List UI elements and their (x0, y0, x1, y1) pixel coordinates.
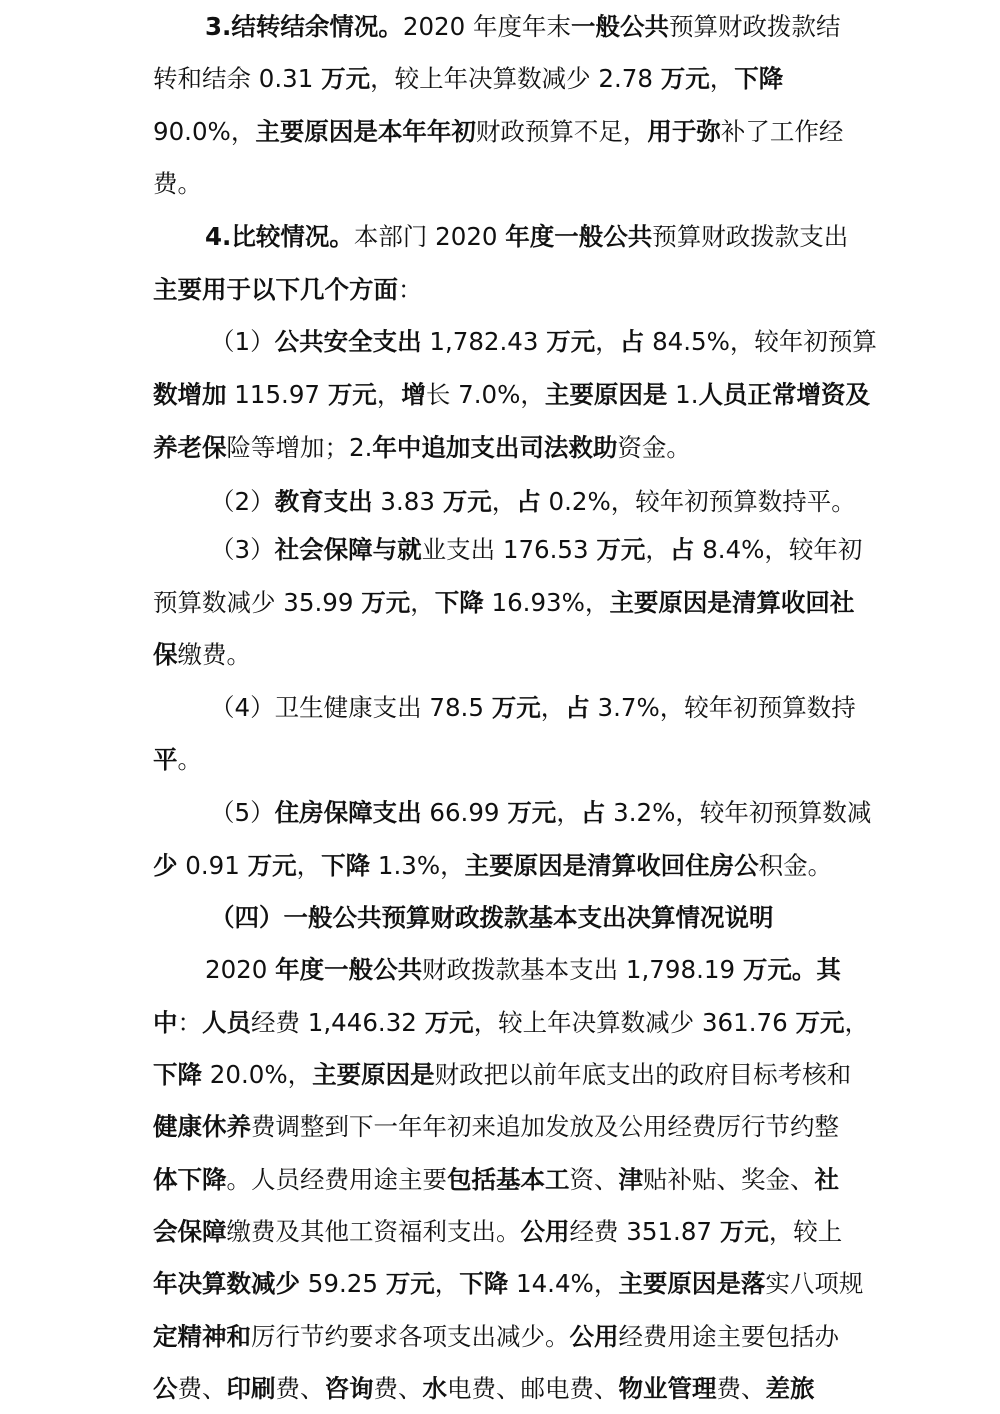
text-run: 万元 (795, 1008, 845, 1037)
text-run: 包括基本工 (447, 1165, 570, 1194)
text-run: 2020 (205, 955, 276, 984)
text-run: 保 (153, 640, 178, 669)
text-run: ， (376, 380, 402, 409)
text-run: 教育支出 (274, 487, 373, 516)
text-run: 健康休养 (153, 1112, 251, 1141)
text-run: 万元 (247, 851, 297, 880)
text-run: 2020 年度年末 (402, 12, 571, 41)
text-run: 用于弥 (647, 117, 721, 146)
text-run: 万元 (385, 1269, 435, 1298)
text-run: （4）卫生健康支出 78.5 (210, 693, 492, 722)
text-run: 咨询 (324, 1374, 374, 1403)
section-heading (210, 901, 774, 935)
text-line (153, 167, 202, 201)
text-run: 3.7%，较年初预算数持 (589, 693, 856, 722)
text-line (205, 953, 841, 987)
text-run: 年中追加支出司法救助 (372, 433, 618, 462)
text-run: 占 (619, 327, 645, 356)
text-line (210, 691, 856, 725)
text-run: ， (434, 1269, 460, 1298)
text-run: 下降 (321, 851, 371, 880)
text-run: ， (491, 487, 517, 516)
text-line (153, 273, 423, 307)
text-run: 万元 (442, 487, 492, 516)
text-run: （2） (210, 487, 275, 516)
text-run: 印刷 (226, 1374, 276, 1403)
text-run: 缴费。 (177, 640, 251, 669)
text-run: 公用 (520, 1217, 570, 1246)
text-line (153, 1006, 869, 1040)
text-run: 费、 (716, 1374, 766, 1403)
text-line (153, 1320, 839, 1354)
text-line (153, 431, 691, 465)
text-run: 主要原因是清算收回住房公 (464, 851, 759, 880)
text-run: 费、 (177, 1374, 227, 1403)
text-run: ，较上年决算数减少 2.78 (370, 64, 661, 93)
text-run: 主要原因是 (544, 380, 668, 409)
text-line (153, 1372, 815, 1406)
text-run: 万元 (507, 798, 557, 827)
text-run: 体下降 (153, 1165, 227, 1194)
text-run: 经费 1,446.32 (251, 1008, 425, 1037)
text-run: 公用 (569, 1322, 619, 1351)
text-run: 万元。其 (742, 955, 841, 984)
text-run: 人员 (202, 1008, 251, 1037)
text-run: 万元 (546, 327, 596, 356)
text-run: 占 (580, 798, 606, 827)
text-run: 电费、邮电费、 (447, 1374, 619, 1403)
text-line (153, 62, 783, 96)
text-run: ： (177, 1008, 202, 1037)
text-run: 预算财政拨款结 (669, 12, 841, 41)
text-line (153, 1267, 863, 1301)
text-line (153, 586, 854, 620)
text-run: 费。 (153, 169, 202, 198)
text-run: 84.5%，较年初预算 (644, 327, 877, 356)
text-run: 住房保障支出 (274, 798, 422, 827)
text-run: 水 (422, 1374, 447, 1403)
text-run: 补了工作经 (720, 117, 844, 146)
text-run: 财政拨款基本支出 1,798.19 (422, 955, 743, 984)
text-line (153, 115, 843, 149)
text-run: 主要原因是落 (618, 1269, 766, 1298)
text-run: 占 (565, 693, 590, 722)
text-run: 预算数减少 35.99 (153, 588, 362, 617)
text-line (153, 1163, 839, 1197)
text-run: ， (709, 64, 735, 93)
text-run: 主要原因是本年年初 (255, 117, 476, 146)
text-run: 年度一般公共 (505, 222, 653, 251)
text-run: 厉行节约要求各项支出减少。 (251, 1322, 570, 1351)
text-run: ，较上 (768, 1217, 843, 1246)
text-run: 万元 (491, 693, 541, 722)
text-run: 主要原因是 (312, 1060, 435, 1089)
text-run: 20.0%， (202, 1060, 313, 1089)
text-run: 1. (667, 380, 699, 409)
text-run: 贴补贴、奖金、 (643, 1165, 815, 1194)
text-run: 占 (669, 535, 695, 564)
text-run: ： (398, 275, 423, 304)
text-run: 实八项规 (765, 1269, 864, 1298)
text-run: 59.25 (300, 1269, 386, 1298)
text-run: 津 (618, 1165, 643, 1194)
text-run: 0.91 (177, 851, 248, 880)
text-run: 0.2%，较年初预算数持平。 (540, 487, 856, 516)
text-run: ， (410, 588, 435, 617)
text-run: 主要用于以下几个方面 (153, 275, 398, 304)
text-run: 费、 (373, 1374, 423, 1403)
text-run: 下降 (459, 1269, 509, 1298)
text-run: 66.99 (421, 798, 508, 827)
text-run: 社会保障与就 (274, 535, 422, 564)
text-run: 主要原因是清算收回社 (609, 588, 855, 617)
text-run: 少 (153, 851, 178, 880)
text-run: 14.4%， (508, 1269, 619, 1298)
text-line (210, 796, 871, 830)
text-run: ， (556, 798, 581, 827)
text-run: 下降 (734, 64, 784, 93)
text-run: （四）一般公共预算财政拨款基本支出决算情况说明 (210, 903, 774, 932)
text-line (153, 1110, 839, 1144)
text-run: ， (595, 327, 620, 356)
text-run: 资、 (569, 1165, 619, 1194)
text-line (210, 325, 877, 359)
text-line (210, 533, 862, 567)
text-run: 中 (153, 1008, 178, 1037)
text-run: 社 (814, 1165, 839, 1194)
text-line (153, 1215, 842, 1249)
text-run: ， (540, 693, 566, 722)
text-run: 4.比较情况。 (205, 222, 354, 251)
text-run: 经费用途主要包括办 (618, 1322, 839, 1351)
text-line (153, 638, 251, 672)
text-run: 下降 (153, 1060, 202, 1089)
text-run: 数增加 (153, 380, 227, 409)
text-run: 险等增加；2. (226, 433, 373, 462)
text-run: 养老保 (153, 433, 227, 462)
text-run: ， (296, 851, 322, 880)
text-run: 经费 351.87 (569, 1217, 720, 1246)
text-run: 一般公共 (571, 12, 669, 41)
text-run: 3.83 (372, 487, 443, 516)
text-run: 万元 (327, 380, 377, 409)
text-line (153, 743, 202, 777)
text-run: 万元 (424, 1008, 474, 1037)
text-run: （3） (210, 535, 275, 564)
text-run: 1.3%， (370, 851, 465, 880)
text-run: ， (645, 535, 670, 564)
text-run: 物业管理 (618, 1374, 717, 1403)
text-run: 115.97 (226, 380, 328, 409)
text-run: 16.93%， (483, 588, 610, 617)
text-run: 资金。 (617, 433, 691, 462)
text-run: 费、 (275, 1374, 325, 1403)
text-line (153, 378, 870, 412)
text-run: 占 (516, 487, 541, 516)
text-run: 万元 (596, 535, 646, 564)
text-run: 差旅 (765, 1374, 815, 1403)
text-run: （5） (210, 798, 275, 827)
text-line (153, 849, 832, 883)
text-run: 积金。 (758, 851, 833, 880)
text-run: 转和结余 0.31 (153, 64, 322, 93)
text-run: 公共安全支出 (274, 327, 422, 356)
text-run: 年决算数减少 (153, 1269, 300, 1298)
text-run: 会保障 (153, 1217, 227, 1246)
text-run: 本部门 2020 (353, 222, 506, 251)
text-run: （1） (210, 327, 275, 356)
text-run: 财政预算不足， (475, 117, 648, 146)
text-run: 公 (153, 1374, 178, 1403)
text-run: 万元 (719, 1217, 769, 1246)
text-run: 1,782.43 (421, 327, 547, 356)
text-run: 预算财政拨款支出 (652, 222, 849, 251)
text-line (153, 1058, 851, 1092)
text-line (205, 10, 841, 44)
text-run: 万元 (660, 64, 710, 93)
text-line (205, 220, 848, 254)
text-run: 万元 (321, 64, 371, 93)
text-run: 3.2%，较年初预算数减 (605, 798, 872, 827)
text-run: ， (844, 1008, 869, 1037)
text-run: 定精神和 (153, 1322, 251, 1351)
text-run: 。人员经费用途主要 (226, 1165, 447, 1194)
text-run: 财政把以前年底支出的政府目标考核和 (434, 1060, 852, 1089)
text-run: 平 (153, 745, 178, 774)
text-run: 增 (401, 380, 426, 409)
text-run: 90.0%， (153, 117, 256, 146)
text-run: 业支出 176.53 (421, 535, 597, 564)
text-run: 长 7.0%， (425, 380, 545, 409)
text-run: 费调整到下一年年初来追加发放及公用经费厉行节约整 (251, 1112, 839, 1141)
text-run: 3.结转结余情况。 (205, 12, 403, 41)
text-run: 年度一般公共 (275, 955, 423, 984)
text-run: 8.4%，较年初 (694, 535, 863, 564)
text-run: 。 (177, 745, 202, 774)
text-line (210, 485, 856, 519)
text-run: 下降 (434, 588, 484, 617)
text-run: 万元 (361, 588, 411, 617)
text-run: 人员正常增资及 (698, 380, 871, 409)
text-run: ，较上年决算数减少 361.76 (473, 1008, 796, 1037)
text-run: 缴费及其他工资福利支出。 (226, 1217, 521, 1246)
